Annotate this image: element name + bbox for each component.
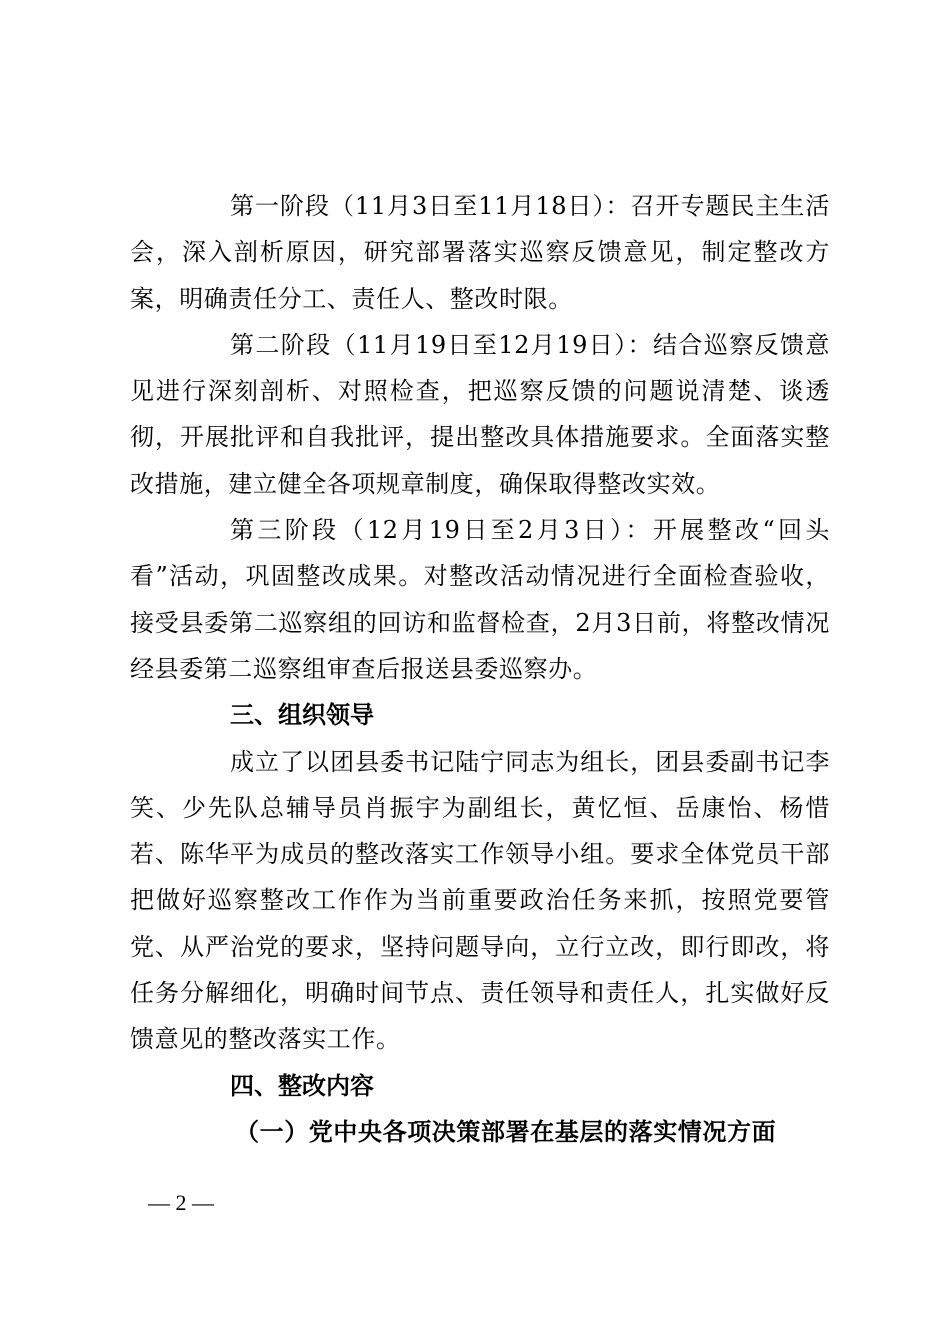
section-heading-organization: 三、组织领导 xyxy=(230,701,374,730)
paragraph-phase-two: 第二阶段（11月19日至12月19日）：结合巡察反馈意见进行深刻剖析、对照检查，把巡察反馈的问题说清楚、谈透彻，开展批评和自我批评，提出整改具体措施要求。全面落实整改措施，建立健全各项规章制度，确保取得整改实效。 xyxy=(130,330,830,498)
document-body xyxy=(130,183,830,1155)
paragraph-phase-three: 第三阶段（12月19日至2月3日）：开展整改“回头看”活动，巩固整改成果。对整改活动情况进行全面检查验收，接受县委第二巡察组的回访和监督检查，2月3日前，将整改情况经县委第二巡察组审查后报送县委巡察办。 xyxy=(130,516,830,683)
page-number: — 2 — xyxy=(148,1190,214,1215)
section-heading-content: 四、整改内容 xyxy=(230,1071,374,1100)
paragraph-phase-one: 第一阶段（11月3日至11月18日）：召开专题民主生活会，深入剖析原因，研究部署落实巡察反馈意见，制定整改方案，明确责任分工、责任人、整改时限。 xyxy=(130,192,830,313)
subsection-heading-central-decisions: （一）党中央各项决策部署在基层的落实情况方面 xyxy=(235,1116,777,1146)
paragraph-leadership-group: 成立了以团县委书记陆宁同志为组长，团县委副书记李笑、少先队总辅导员肖振宇为副组长，黄忆恒、岳康怡、杨惜若、陈华平为成员的整改落实工作领导小组。要求全体党员干部把做好巡察整改工作作为当前重要政治任务来抓，按照党要管党、从严治党的要求，坚持问题导向，立行立改，即行即改，将任务分解细化，明确时间节点、责任领导和责任人，扎实做好反馈意见的整改落实工作。 xyxy=(130,747,830,1054)
